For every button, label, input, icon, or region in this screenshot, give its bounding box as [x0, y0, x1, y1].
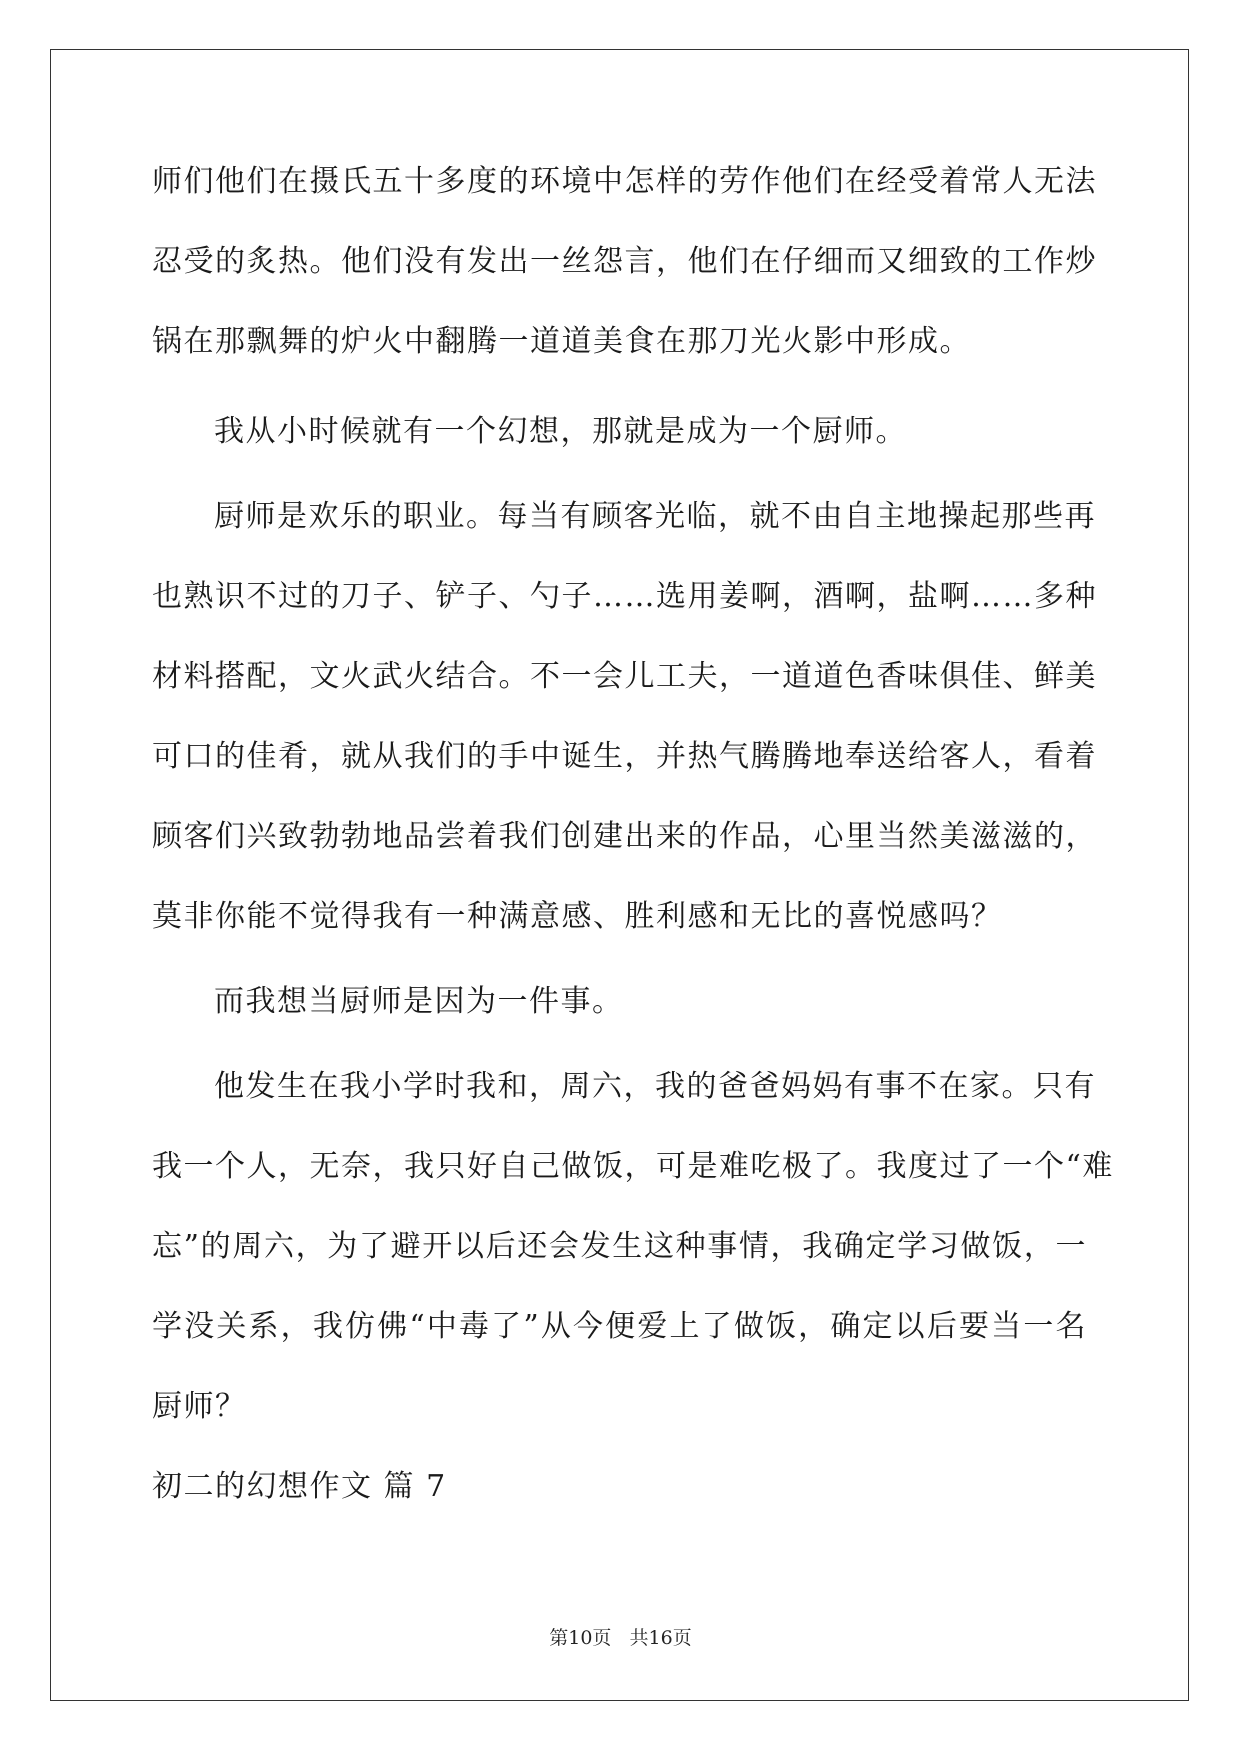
text-line: 厨师？ [152, 1389, 247, 1424]
page-number-footer: 第10页 共16页 [549, 1627, 692, 1649]
text-line: 可口的佳肴，就从我们的手中诞生，并热气腾腾地奉送给客人，看着 [152, 739, 1097, 774]
text-line: 顾客们兴致勃勃地品尝着我们创建出来的作品，心里当然美滋滋的， [152, 819, 1097, 854]
text-line: 锅在那飘舞的炉火中翻腾一道道美食在那刀光火影中形成。 [152, 324, 971, 359]
text-line: 我从小时候就有一个幻想，那就是成为一个厨师。 [214, 414, 907, 449]
text-line: 而我想当厨师是因为一件事。 [214, 984, 624, 1019]
text-line: 他发生在我小学时我和，周六，我的爸爸妈妈有事不在家。只有 [214, 1069, 1096, 1104]
section-heading: 初二的幻想作文 篇 7 [152, 1469, 447, 1504]
text-line: 学没关系，我仿佛“中毒了”从今便爱上了做饭，确定以后要当一名 [152, 1309, 1087, 1344]
text-line: 也熟识不过的刀子、铲子、勺子……选用姜啊，酒啊，盐啊……多种 [152, 579, 1097, 614]
text-line: 忘”的周六，为了避开以后还会发生这种事情，我确定学习做饭，一 [152, 1229, 1087, 1264]
text-line: 我一个人，无奈，我只好自己做饭，可是难吃极了。我度过了一个“难 [152, 1149, 1114, 1184]
text-line: 师们他们在摄氏五十多度的环境中怎样的劳作他们在经受着常人无法 [152, 164, 1097, 199]
text-line: 莫非你能不觉得我有一种满意感、胜利感和无比的喜悦感吗？ [152, 899, 1003, 934]
text-line: 忍受的炙热。他们没有发出一丝怨言，他们在仔细而又细致的工作炒 [152, 244, 1097, 279]
text-line: 厨师是欢乐的职业。每当有顾客光临，就不由自主地操起那些再 [214, 499, 1096, 534]
text-line: 材料搭配，文火武火结合。不一会儿工夫，一道道色香味俱佳、鲜美 [152, 659, 1097, 694]
page-border [50, 49, 1189, 1701]
